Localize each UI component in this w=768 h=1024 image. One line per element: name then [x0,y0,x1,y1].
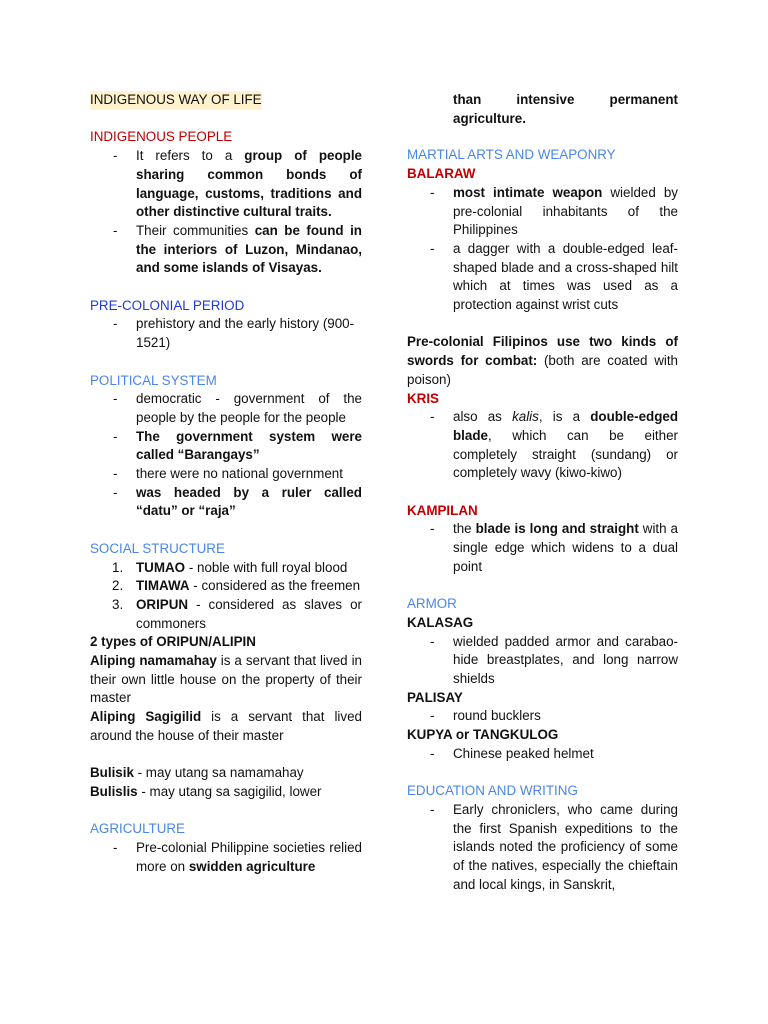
list-item: - Chinese peaked helmet [407,745,678,764]
list-item: 2. TIMAWA - considered as the freemen [112,578,361,594]
list-item: - the blade is long and straight with a single edge which widens to a dual point [407,520,678,576]
list-item: - The government system were called “Barangays” [90,428,362,465]
kris-list [407,408,678,483]
kalasag-list [407,633,678,689]
pre-colonial-list [90,315,362,352]
list-item: - Early chroniclers, who came during the first Spanish expeditions to the islands noted the proficiency of some of the natives, especially the chieftain and local kings, in Sanskrit, [407,801,678,895]
kupya-list [407,745,678,764]
palisay-list [407,707,678,726]
swords-intro: Pre-colonial Filipinos use two kinds of swords for combat: (both are coated with poison) [407,334,679,387]
bulisik-definition: Bulisik - may utang sa namamahay [90,765,304,781]
social-structure-list [90,559,362,634]
indigenous-people-list [90,147,362,278]
balaraw-list [407,184,678,315]
list-item: 1. TUMAO - noble with full royal blood [112,559,348,575]
heading-kampilan: KAMPILAN [407,502,478,518]
list-item: - also as kalis, is a double-edged blade, which can be either completely straight (sundang) or completely wavy (kiwo-kiwo) [407,408,678,483]
list-item: - Their communities can be found in the interiors of Luzon, Mindanao, and some islands of Visayas. [90,222,362,278]
right-column [407,91,678,894]
political-system-list [90,390,362,521]
list-item: - Pre-colonial Philippine societies relied more on swidden agriculture [90,839,362,876]
heading-balaraw: BALARAW [407,166,476,182]
oripun-types-heading: 2 types of ORIPUN/ALIPIN [90,634,256,650]
agriculture-list [90,839,362,876]
document-title: INDIGENOUS WAY OF LIFE [90,91,262,110]
education-list [407,801,678,895]
list-item: - round bucklers [407,707,678,726]
heading-kalasag: KALASAG [407,614,474,630]
heading-pre-colonial-period: PRE-COLONIAL PERIOD [90,297,245,313]
list-item: - there were no national government [90,465,362,484]
list-item: 3. ORIPUN - considered as slaves or commoners [112,596,362,631]
heading-education: EDUCATION AND WRITING [407,783,578,799]
heading-palisay: PALISAY [407,689,463,705]
bulislis-definition: Bulislis - may utang sa sagigilid, lower [90,783,322,799]
list-item: - was headed by a ruler called “datu” or “raja” [90,484,362,521]
aliping-sagigilid-definition: Aliping Sagigilid is a servant that lived around the house of their master [90,709,362,743]
heading-martial-arts: MARTIAL ARTS AND WEAPONRY [407,147,616,163]
list-item: - It refers to a group of people sharing common bonds of language, customs, traditions and other distinctive cultural traits. [90,147,362,222]
heading-political-system: POLITICAL SYSTEM [90,372,217,388]
heading-social-structure: SOCIAL STRUCTURE [90,540,225,556]
heading-indigenous-people: INDIGENOUS PEOPLE [90,129,233,145]
list-item: - prehistory and the early history (900-1521) [90,315,362,352]
heading-armor: ARMOR [407,596,457,612]
list-item: - wielded padded armor and carabao-hide breastplates, and long narrow shields [407,633,678,689]
aliping-namamahay-definition: Aliping namamahay is a servant that lived in their own little house on the property of their master [90,653,362,706]
heading-kupya: KUPYA or TANGKULOG [407,727,559,743]
list-item: - a dagger with a double-edged leaf-shaped blade and a cross-shaped hilt which at times was used as a protection against wrist cuts [407,240,678,315]
heading-kris: KRIS [407,390,439,406]
left-column [90,91,362,876]
kampilan-list [407,520,678,576]
agriculture-continuation: than intensive permanent agriculture. [453,92,678,126]
list-item: - democratic - government of the people by the people for the people [90,390,362,427]
list-item: - most intimate weapon wielded by pre-colonial inhabitants of the Philippines [407,184,678,240]
heading-agriculture: AGRICULTURE [90,821,185,837]
